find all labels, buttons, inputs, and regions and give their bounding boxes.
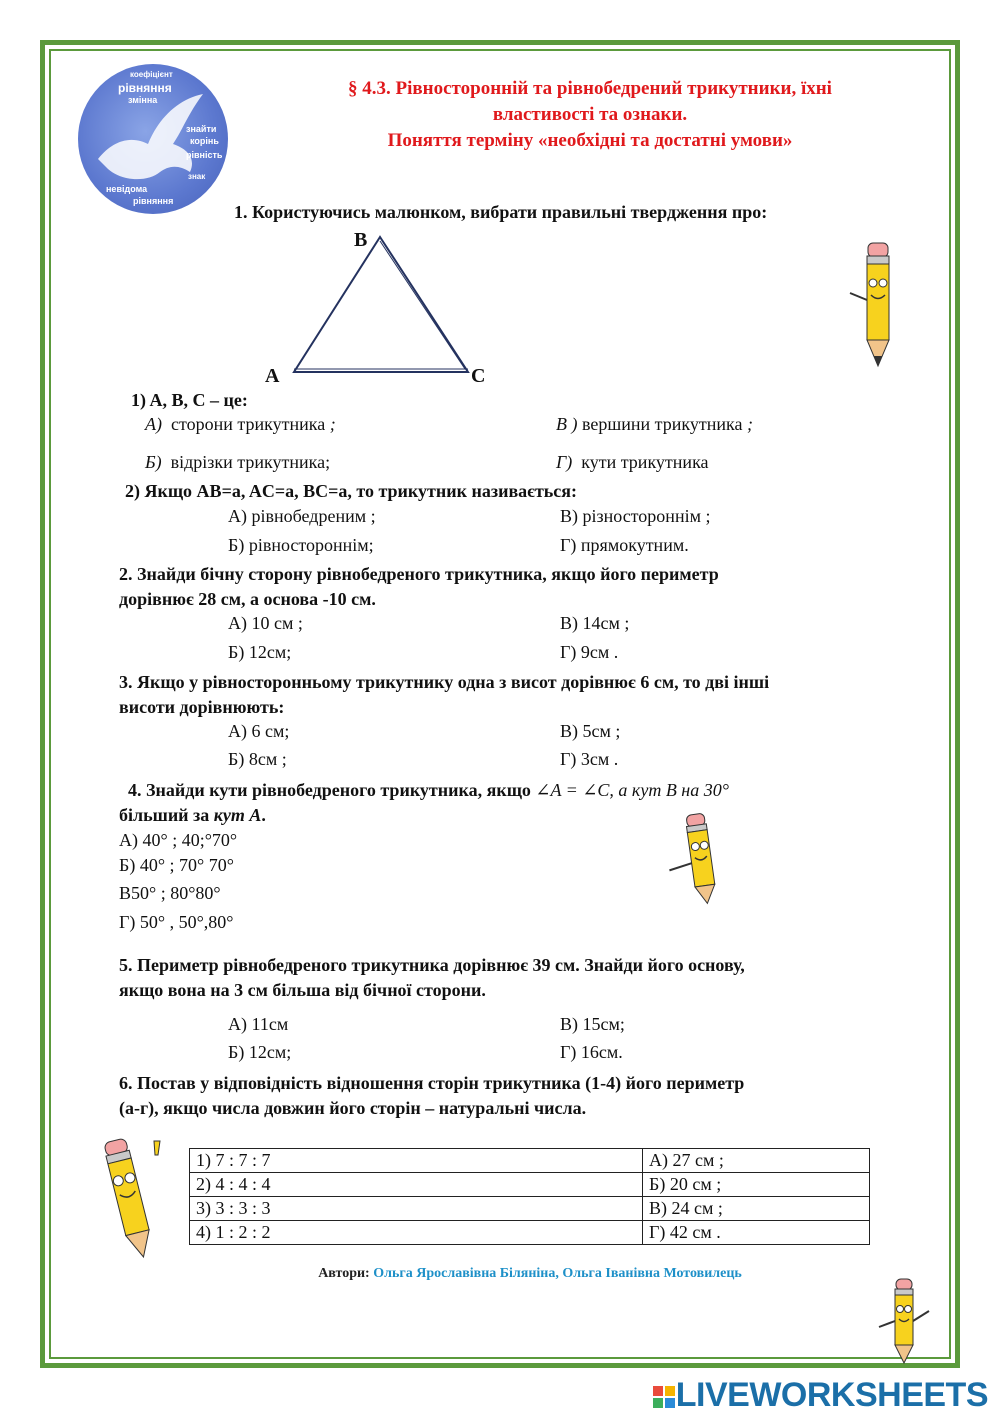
q2-number: 2	[119, 564, 128, 584]
q4-option-b[interactable]: Б) 40° ; 70° 70°	[119, 855, 234, 875]
q2-option-b[interactable]: Б) 12см;	[228, 642, 292, 662]
table-row	[190, 1149, 870, 1173]
logo-word: коефіцієнт	[130, 70, 173, 79]
option-text: кути трикутника	[581, 452, 709, 472]
perimeter-cell[interactable]: А) 27 см ;	[643, 1149, 870, 1173]
option-text: вершини трикутника	[582, 414, 743, 434]
q1-title: 1. Користуючись малюнком, вибрати правильні твердження про:	[234, 202, 768, 222]
option-letter: Б)	[145, 452, 162, 472]
q4-math: ∠A = ∠C, a кут B на 30°	[535, 780, 729, 800]
q3-option-v[interactable]: В) 5см ;	[560, 721, 621, 741]
q5-option-g[interactable]: Г) 16см.	[560, 1042, 623, 1062]
q4-line: більший за	[119, 805, 210, 825]
q1-sub1-option-a[interactable]	[145, 412, 336, 436]
vertex-label-a: A	[265, 365, 280, 387]
q1-sub2-option-g[interactable]: Г) прямокутним.	[560, 535, 689, 555]
option-suffix: ;	[329, 414, 336, 434]
logo-word: знак	[188, 172, 206, 181]
option-letter: А)	[145, 414, 162, 434]
logo-dove-word-cloud	[78, 64, 228, 214]
q3-option-g[interactable]: Г) 3см .	[560, 749, 619, 769]
title-line: властивості та ознаки.	[492, 104, 688, 125]
q6-line: 6. Постав у відповідність відношення сторін трикутника (1-4) його периметр	[119, 1073, 745, 1093]
q4-text	[119, 778, 729, 828]
brand-name: LIVEWORKSHEETS	[675, 1376, 988, 1414]
logo-word: корінь	[190, 136, 219, 146]
q4-option-g[interactable]: Г) 50° , 50°,80°	[119, 912, 234, 932]
option-suffix: ;	[746, 414, 753, 434]
q2-option-v[interactable]: В) 14см ;	[560, 613, 630, 633]
title-line: § 4.3. Рівносторонній та рівнобедрений трикутники, їхні	[348, 78, 832, 99]
perimeter-cell[interactable]: Б) 20 см ;	[643, 1173, 870, 1197]
title-line: Поняття терміну «необхідні та достатні умови»	[387, 130, 793, 151]
page-title	[250, 76, 930, 154]
liveworksheets-logo[interactable]	[652, 1376, 988, 1415]
q1-sub2-option-b[interactable]: Б) рівностороннім;	[228, 535, 374, 555]
ratio-cell[interactable]: 3) 3 : 3 : 3	[190, 1197, 643, 1221]
q2-text	[119, 562, 719, 612]
pencil-mascot-icon	[874, 1275, 934, 1365]
brand-squares-icon	[652, 1385, 676, 1409]
q1-sub1-option-g[interactable]	[556, 450, 709, 474]
perimeter-cell[interactable]: В) 24 см ;	[643, 1197, 870, 1221]
matching-table	[189, 1148, 870, 1245]
option-letter: Г)	[556, 452, 573, 472]
q1-sub2-option-v[interactable]: В) різностороннім ;	[560, 506, 711, 526]
q2-line: дорівнює 28 см, а основа -10 см.	[119, 589, 376, 609]
q4-math: кут A	[213, 805, 262, 825]
q1-sub1-text: 1) A, B, C – це:	[131, 390, 248, 410]
table-row	[190, 1197, 870, 1221]
ratio-cell[interactable]: 4) 1 : 2 : 2	[190, 1221, 643, 1245]
q5-line: якщо вона на 3 см більша від бічної сторони.	[119, 980, 486, 1000]
q2-option-g[interactable]: Г) 9см .	[560, 642, 619, 662]
q3-option-b[interactable]: Б) 8см ;	[228, 749, 287, 769]
q1-sub1-option-b[interactable]	[145, 450, 330, 474]
logo-word: рівність	[186, 150, 223, 160]
q1-sub2-text: 2) Якщо AB=a, AC=a, BC=a, то трикутник називається:	[125, 481, 578, 501]
q3-option-a[interactable]: А) 6 см;	[228, 721, 290, 741]
pencil-mascot-icon	[842, 238, 902, 372]
q4-option-a[interactable]: А) 40° ; 40;°70°	[119, 830, 238, 850]
authors-label: Автори:	[318, 1266, 370, 1281]
logo-word: рівняння	[133, 196, 174, 206]
authors-names: Ольга Ярославівна Біляніна, Ольга Іванівна Мотовилець	[373, 1266, 742, 1281]
vertex-label-c: C	[471, 365, 486, 387]
authors-line	[190, 1266, 870, 1282]
q5-option-a[interactable]: А) 11см	[228, 1014, 289, 1034]
q5-text	[119, 953, 930, 1003]
q1-sub2-option-a[interactable]: А) рівнобедреним ;	[228, 506, 376, 526]
option-letter: В )	[556, 414, 578, 434]
option-text: відрізки трикутника;	[170, 452, 331, 472]
q3-line: 3. Якщо у рівносторонньому трикутнику одна з висот дорівнює 6 см, то дві інші	[119, 672, 770, 692]
q3-line: висоти дорівнюють:	[119, 697, 285, 717]
q4-option-v[interactable]: В50° ; 80°80°	[119, 883, 221, 903]
pencil-mascot-icon	[660, 810, 730, 906]
ratio-cell[interactable]: 2) 4 : 4 : 4	[190, 1173, 643, 1197]
q5-line: 5. Периметр рівнобедреного трикутника дорівнює 39 см. Знайди його основу,	[119, 955, 745, 975]
option-text: сторони трикутника	[171, 414, 326, 434]
table-row	[190, 1173, 870, 1197]
perimeter-cell[interactable]: Г) 42 см .	[643, 1221, 870, 1245]
q1-sub1-option-v[interactable]	[556, 412, 753, 436]
logo-word: змінна	[128, 95, 158, 105]
q2-option-a[interactable]: А) 10 см ;	[228, 613, 303, 633]
q6-text	[119, 1071, 744, 1121]
logo-word: рівняння	[118, 81, 172, 95]
q5-option-b[interactable]: Б) 12см;	[228, 1042, 292, 1062]
q4-line-end: .	[261, 805, 266, 825]
pencil-mascot-icon	[88, 1133, 168, 1265]
ratio-cell[interactable]: 1) 7 : 7 : 7	[190, 1149, 643, 1173]
q5-option-v[interactable]: В) 15см;	[560, 1014, 625, 1034]
triangle-figure	[270, 225, 500, 385]
vertex-label-b: B	[354, 229, 368, 251]
logo-word: невідома	[106, 184, 148, 194]
q6-line: (а-г), якщо числа довжин його сторін – натуральні числа.	[119, 1098, 587, 1118]
logo-word: знайти	[186, 124, 217, 134]
q2-line: . Знайди бічну сторону рівнобедреного трикутника, якщо його периметр	[128, 564, 719, 584]
q4-line: 4. Знайди кути рівнобедреного трикутника, якщо	[128, 780, 531, 800]
q3-text	[119, 670, 769, 720]
table-row	[190, 1221, 870, 1245]
